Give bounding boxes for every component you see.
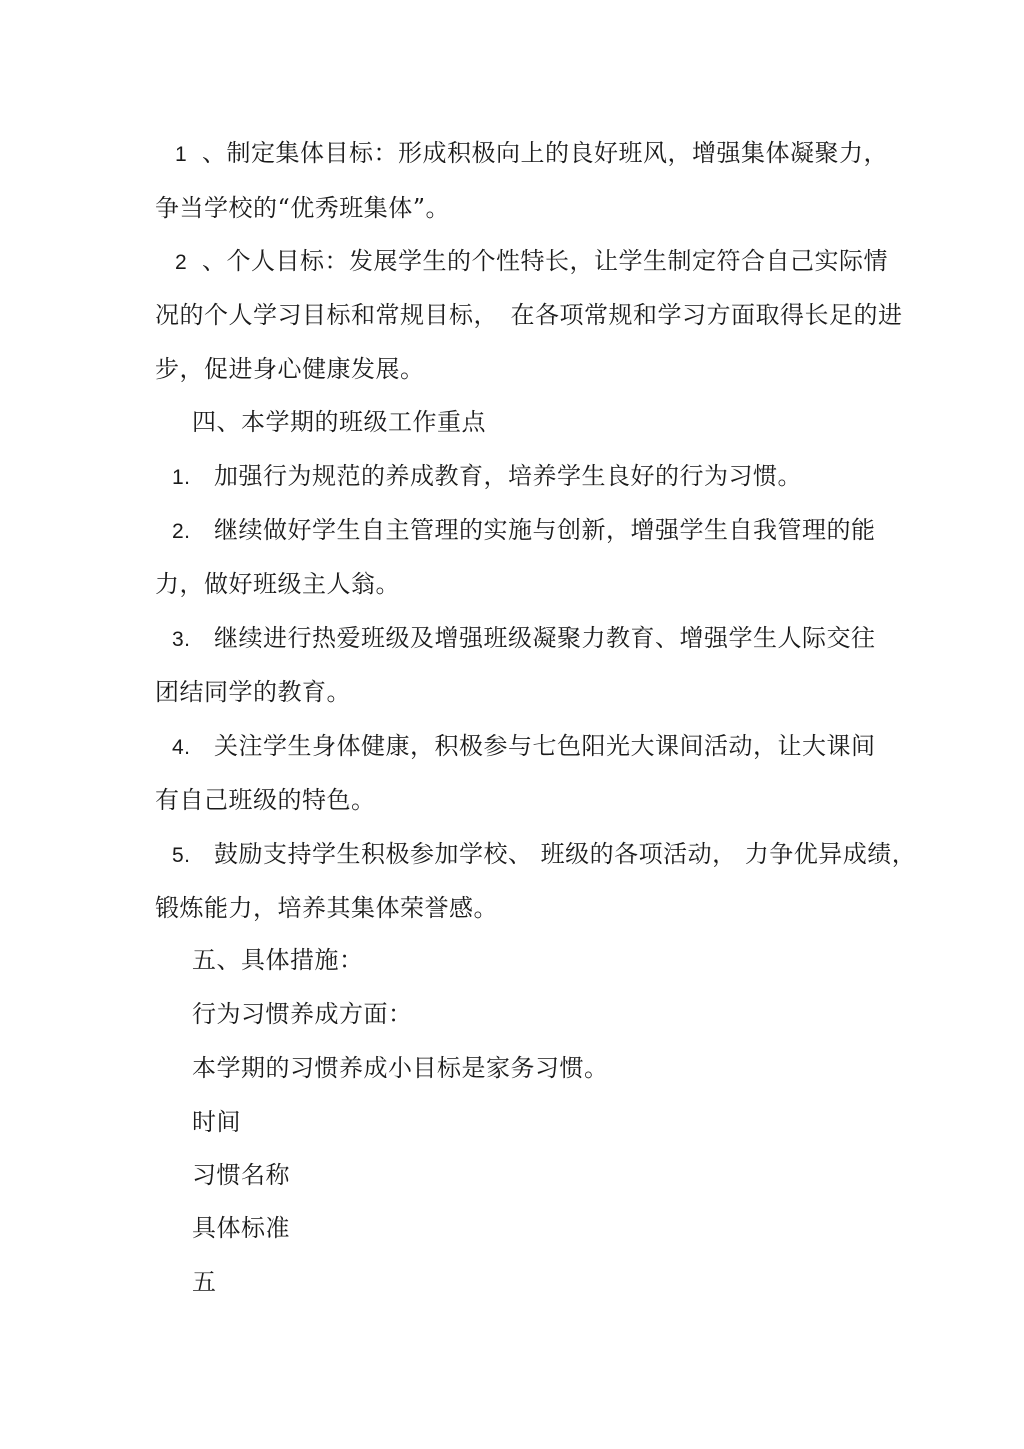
focus-item-1-number: 1. [172, 466, 191, 489]
goal-2-line-2: 况的个人学习目标和常规目标， 在各项常规和学习方面取得长足的进 [155, 301, 903, 329]
goal-1-number: 1 [175, 143, 188, 166]
section-5-subheading: 行为习惯养成方面： [192, 1000, 413, 1028]
goal-2-line-3: 步，促进身心健康发展。 [155, 355, 425, 383]
focus-item-2-line-2: 力，做好班级主人翁。 [155, 570, 400, 598]
table-first-cell: 五 [192, 1268, 217, 1296]
focus-item-3-line-2: 团结同学的教育。 [155, 678, 351, 706]
table-header-habit: 习惯名称 [192, 1161, 290, 1189]
section-4-heading: 四、本学期的班级工作重点 [192, 408, 486, 436]
focus-item-4-line-1: 关注学生身体健康，积极参与七色阳光大课间活动，让大课间 [214, 732, 876, 760]
focus-item-2-number: 2. [172, 520, 191, 543]
focus-item-4-line-2: 有自己班级的特色。 [155, 786, 376, 814]
table-header-standard: 具体标准 [192, 1214, 290, 1242]
focus-item-2-line-1: 继续做好学生自主管理的实施与创新，增强学生自我管理的能 [214, 516, 876, 544]
focus-item-3-line-1: 继续进行热爱班级及增强班级凝聚力教育、增强学生人际交往 [214, 624, 876, 652]
goal-1-line-1: 、制定集体目标：形成积极向上的良好班风，增强集体凝聚力， [202, 139, 888, 167]
focus-item-5-number: 5. [172, 844, 191, 867]
table-header-time: 时间 [192, 1108, 241, 1136]
goal-1-line-2: 争当学校的“优秀班集体”。 [155, 194, 451, 222]
goal-2-line-1: 、个人目标：发展学生的个性特长，让学生制定符合自己实际情 [202, 247, 888, 275]
focus-item-5-line-2: 锻炼能力，培养其集体荣誉感。 [155, 894, 498, 922]
focus-item-4-number: 4. [172, 736, 191, 759]
section-5-heading: 五、具体措施： [192, 946, 364, 974]
focus-item-1-line-1: 加强行为规范的养成教育，培养学生良好的行为习惯。 [214, 462, 802, 490]
focus-item-3-number: 3. [172, 628, 191, 651]
focus-item-5-line-1: 鼓励支持学生积极参加学校、 班级的各项活动， 力争优异成绩， [214, 840, 917, 868]
section-5-intro: 本学期的习惯养成小目标是家务习惯。 [192, 1054, 609, 1082]
goal-2-number: 2 [175, 251, 188, 274]
